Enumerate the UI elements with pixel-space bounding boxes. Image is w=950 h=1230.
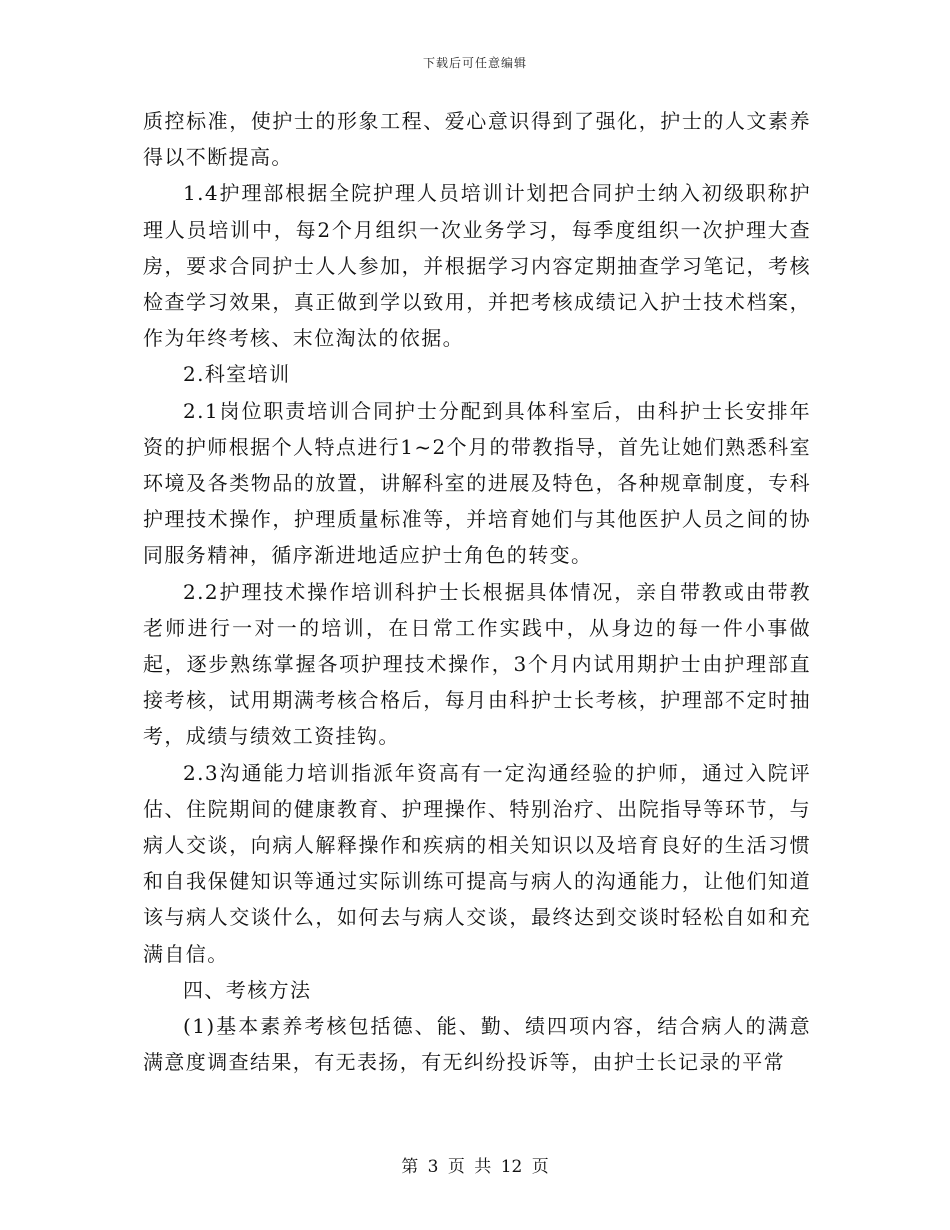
paragraph-2-1: 2.1岗位职责培训合同护士分配到具体科室后，由科护士长安排年资的护师根据个人特点进行1~2个月的带教指导，首先让她们熟悉科室环境及各类物品的放置，讲解科室的进展及特色，各种规章制度，专科护理技术操作，护理质量标准等，并培育她们与其他医护人员之间的协同服务精神，循序渐进地适应护士角色的转变。 — [143, 398, 811, 568]
header-note: 下载后可任意编辑 — [422, 56, 527, 70]
paragraph-assessment-1: (1)基本素养考核包括德、能、勤、绩四项内容，结合病人的满意满意度调查结果，有无表扬，有无纠纷投诉等，由护士长记录的平常 — [143, 1014, 811, 1075]
paragraph-continuation: 质控标准，使护士的形象工程、爱心意识得到了强化，护士的人文素养得以不断提高。 — [143, 109, 811, 170]
paragraph-2-2: 2.2护理技术操作培训科护士长根据具体情况，亲自带教或由带教老师进行一对一的培训，在日常工作实践中，从身边的每一件小事做起，逐步熟练掌握各项护理技术操作，3个月内试用期护士由护理部直接考核，试用期满考核合格后，每月由科护士长考核，护理部不定时抽考，成绩与绩效工资挂钩。 — [143, 579, 811, 749]
page-number: 第 3 页 共 12 页 — [401, 1157, 549, 1177]
paragraph-1-4: 1.4护理部根据全院护理人员培训计划把合同护士纳入初级职称护理人员培训中，每2个月组织一次业务学习，每季度组织一次护理大查房，要求合同护士人人参加，并根据学习内容定期抽查学习笔记，考核检查学习效果，真正做到学以致用，并把考核成绩记入护士技术档案，作为年终考核、末位淘汰的依据。 — [143, 181, 811, 351]
document-body — [143, 103, 811, 1080]
section-heading-dept-training: 2.科室培训 — [183, 362, 291, 387]
paragraph-2-3: 2.3沟通能力培训指派年资高有一定沟通经验的护师，通过入院评估、住院期间的健康教育、护理操作、特别治疗、出院指导等环节，与病人交谈，向病人解释操作和疾病的相关知识以及培育良好的生活习惯和自我保健知识等通过实际训练可提高与病人的沟通能力，让他们知道该与病人交谈什么，如何去与病人交谈，最终达到交谈时轻松自如和充满自信。 — [143, 760, 811, 966]
section-heading-assessment: 四、考核方法 — [183, 977, 312, 1002]
